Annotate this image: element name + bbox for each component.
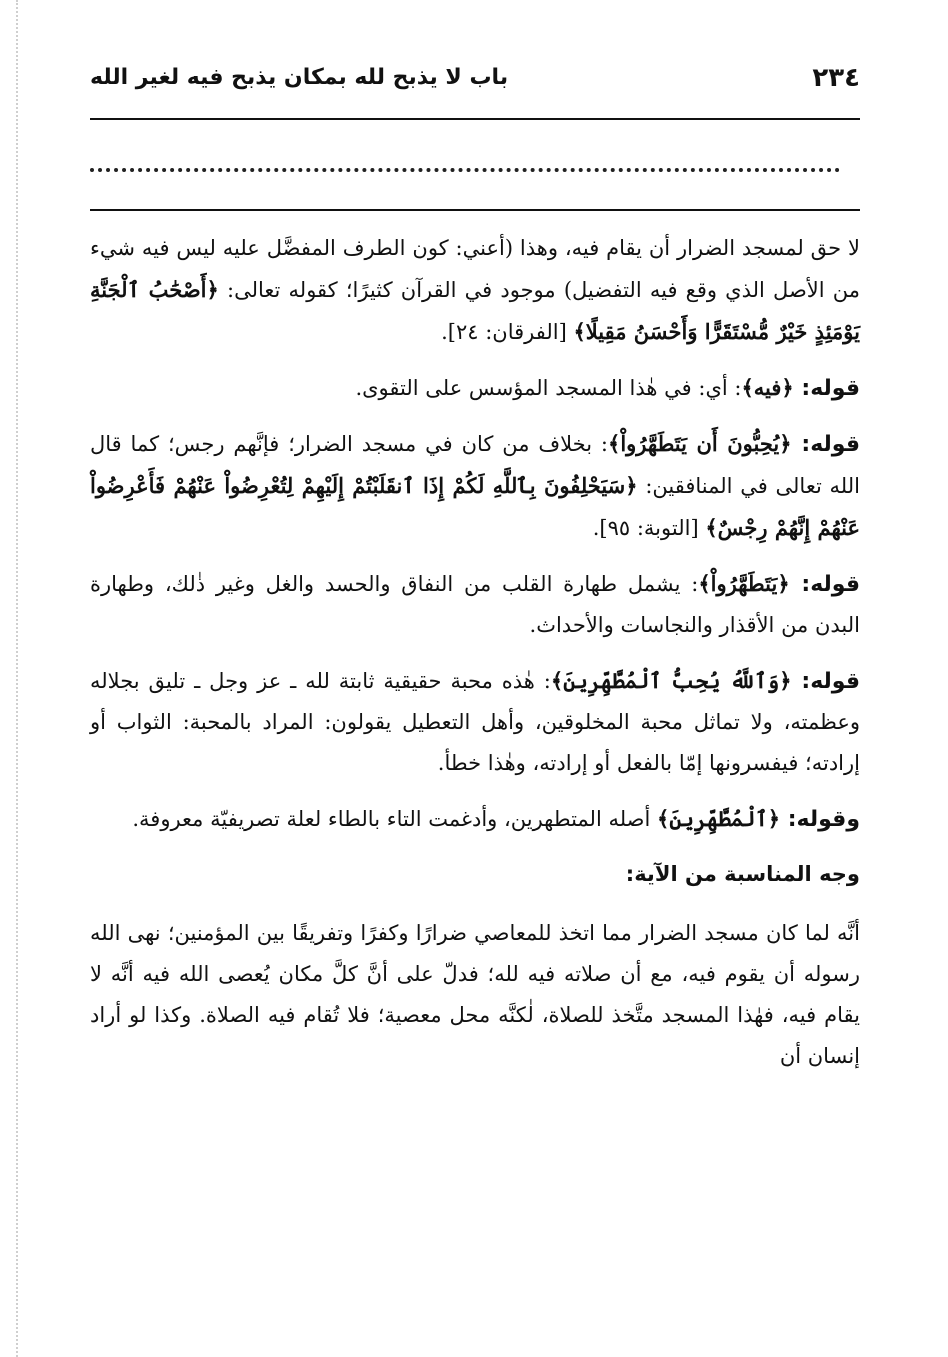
paragraph-4 bbox=[90, 563, 860, 646]
keyword-qawluhu: قوله: bbox=[791, 432, 860, 457]
quran-verse: ﴿سَيَحْلِفُونَ بِٱللَّهِ لَكُمْ إِذَا ٱنقَلَبْتُمْ إِلَيْهِمْ لِتُعْرِضُواْ عَنْهُمْ فَأَعْرِضُواْ عَنْهُمْ إِنَّهُمْ رِجْسٌ﴾ bbox=[90, 473, 860, 540]
body-text bbox=[90, 228, 860, 1091]
chapter-title: باب لا يذبح لله بمكان يذبح فيه لغير الله bbox=[90, 65, 509, 90]
keyword-qawluhu: قوله: bbox=[791, 669, 861, 694]
paragraph-1 bbox=[90, 228, 860, 353]
body-rule bbox=[90, 209, 860, 211]
paragraph-5-text: : هٰذه محبة حقيقية ثابتة لله ـ عز وجل ـ تليق بجلاله وعظمته، ولا تماثل محبة المخلوقين، وأهل التعطيل يقولون: المراد بالمحبة: الثواب أو إرادته؛ فيفسرونها إمّا بالفعل أو إرادته، وهٰذا خطأ. bbox=[90, 669, 860, 775]
paragraph-3-text-a: : بخلاف من كان في مسجد الضرار؛ فإنَّهم رجس؛ كما قال الله تعالى في المنافقين: bbox=[90, 432, 860, 498]
paragraph-2-text: : أي: في هٰذا المسجد المؤسس على التقوى. bbox=[355, 376, 742, 400]
quran-verse: ﴿يُحِبُّونَ أَن يَتَطَهَّرُواْ﴾ bbox=[608, 431, 792, 456]
dotted-separator bbox=[90, 168, 840, 172]
quran-verse: ﴿يَتَطَهَّرُواْ﴾ bbox=[698, 571, 790, 596]
keyword-qawluhu: قوله: bbox=[793, 376, 860, 401]
quran-verse: ﴿أَصْحَٰبُ ٱلْجَنَّةِ يَوْمَئِذٍ خَيْرٌ مُّسْتَقَرًّا وَأَحْسَنُ مَقِيلًا﴾ bbox=[90, 277, 860, 344]
paragraph-2 bbox=[90, 367, 860, 409]
scan-margin-dots bbox=[16, 0, 22, 1357]
running-header bbox=[90, 58, 860, 98]
paragraph-1-text-a: لا حق لمسجد الضرار أن يقام فيه، وهذا (أعني: كون الطرف المفضَّل عليه ليس فيه شيء من الأصل الذي وقع فيه التفضيل) موجود في القرآن كثيرًا؛ كقوله تعالى: bbox=[90, 236, 861, 302]
keyword-waqawluhu: وقوله: bbox=[780, 807, 860, 832]
quran-verse: ﴿وَٱللَّهُ يُحِبُّ ٱلْمُطَّهِّرِينَ﴾ bbox=[550, 668, 792, 693]
paragraph-4-text: : يشمل طهارة القلب من النفاق والحسد والغل وغير ذٰلك، وطهارة البدن من الأقذار والنجاسات والأحداث. bbox=[90, 572, 860, 637]
quran-verse: ﴿فيه﴾ bbox=[741, 375, 794, 400]
paragraph-1-text-b: [الفرقان: ٢٤]. bbox=[441, 320, 574, 344]
section-paragraph: أنَّه لما كان مسجد الضرار مما اتخذ للمعاصي ضرارًا وكفرًا وتفريقًا بين المؤمنين؛ نهى الله رسوله أن يقوم فيه، مع أن صلاته فيه لله؛ فدلّ على أنَّ كلَّ مكان يُعصى الله فيه أنَّه لا يقام فيه، فهٰذا المسجد متَّخذ للصلاة، لٰكنَّه محل معصية؛ فلا تُقام فيه الصلاة. وكذا لو أراد إنسان أن bbox=[90, 921, 860, 1068]
paragraph-3 bbox=[90, 423, 860, 549]
paragraph-6-text: أصله المتطهرين، وأدغمت التاء بالطاء لعلة تصريفيّة معروفة. bbox=[132, 807, 658, 831]
paragraph-6 bbox=[90, 798, 860, 840]
quran-verse: ﴿ٱلْمُطَّهِّرِينَ﴾ bbox=[657, 806, 781, 831]
header-rule bbox=[90, 118, 860, 120]
paragraph-3-text-b: [التوبة: ٩٥]. bbox=[592, 516, 706, 540]
page-number: ٢٣٤ bbox=[812, 63, 860, 93]
keyword-qawluhu: قوله: bbox=[789, 572, 860, 597]
section-heading: وجه المناسبة من الآية: bbox=[625, 862, 860, 886]
paragraph-5 bbox=[90, 660, 860, 784]
